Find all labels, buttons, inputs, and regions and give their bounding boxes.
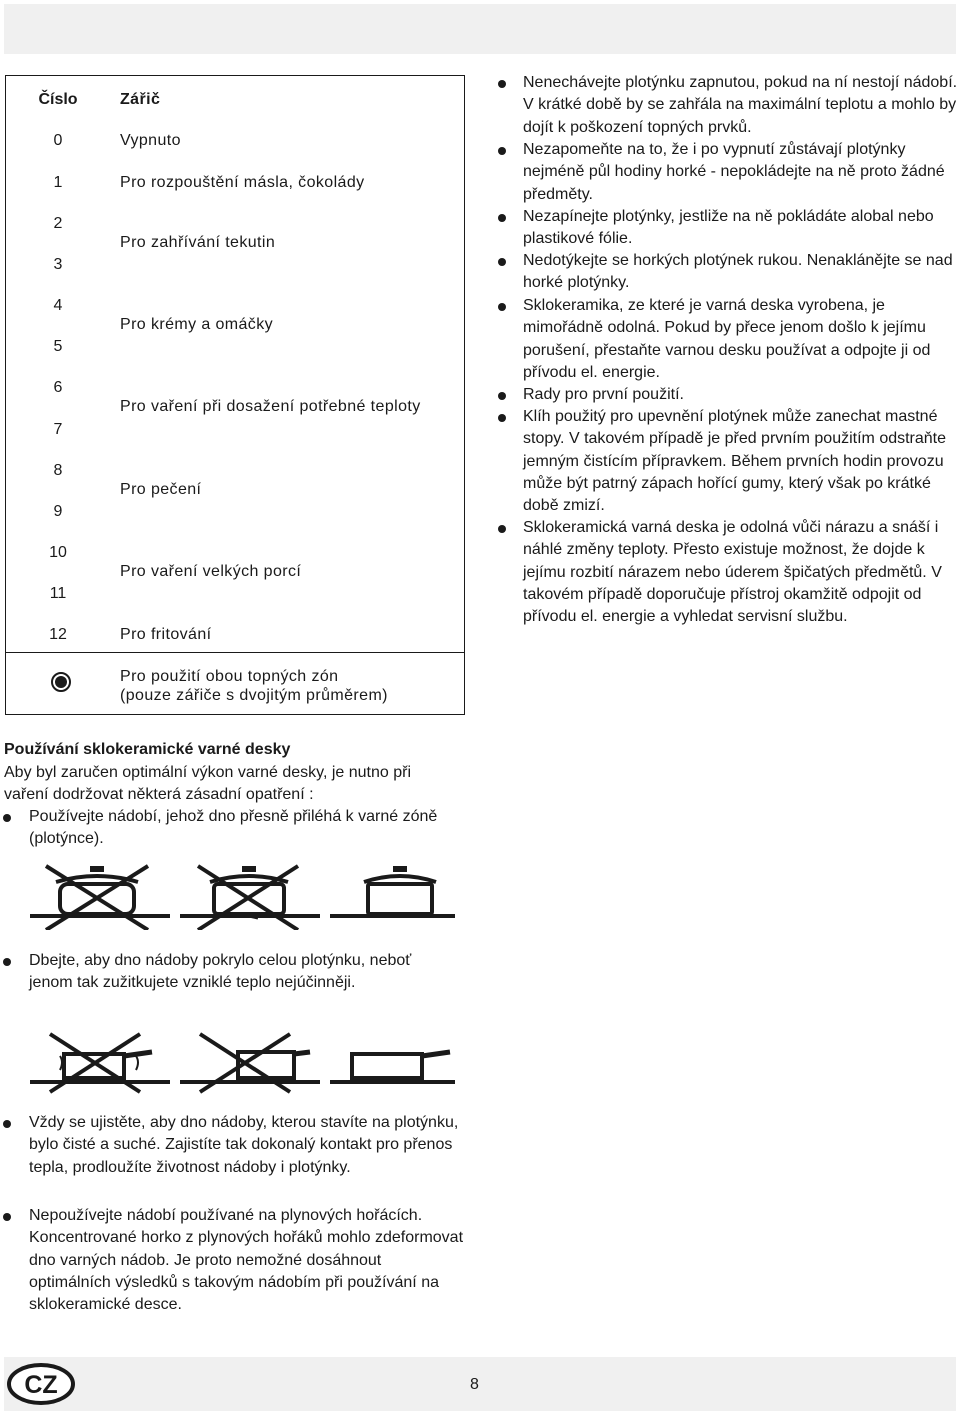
setting-number: 0	[53, 132, 63, 149]
setting-label: Pro zahřívání tekutin	[120, 234, 276, 251]
safety-bullet: Sklokeramická varná deska je odolná vůči nárazu a snáší i náhlé změny teploty. Přesto existuje možnost, že dojde k jejímu rozbití nárazem nebo úderem špičatých předmětů. V takovém případě doporučuje přístroj okamžitě odpojit od přívodu el. energie a vyhledat servisní službu.	[523, 517, 943, 628]
safety-bullet: Nezapomeňte na to, že i po vypnutí zůstávají plotýnky nejméně půl hodiny horké - nepokládejte na ně proto žádné předměty.	[523, 139, 959, 206]
setting-label: Pro rozpouštění másla, čokolády	[120, 174, 365, 191]
setting-number: 11	[49, 585, 67, 602]
setting-label: Pro fritování	[120, 626, 212, 643]
setting-number: 4	[53, 297, 63, 314]
setting-number: 8	[53, 462, 63, 479]
setting-number: 6	[53, 379, 63, 396]
usage-bullet: Vždy se ujistěte, aby dno nádoby, kterou stavíte na plotýnku, bylo čisté a suché. Zajistíte tak dokonalý kontakt pro přenos tepla, prodloužíte životnost nádoby i plotýnky.	[29, 1112, 459, 1179]
section-intro: Aby byl zaručen optimální výkon varné desky, je nutno při vaření dodržovat některá zásadní opatření :	[4, 764, 412, 804]
setting-number: 2	[53, 215, 63, 232]
pan-wrong-icon	[180, 1034, 320, 1092]
footer-band	[4, 1357, 956, 1411]
country-code: CZ	[24, 1371, 58, 1399]
table-header-label: Zářič	[120, 91, 161, 108]
table-header-number: Číslo	[38, 91, 78, 108]
safety-bullet: Nenechávejte plotýnku zapnutou, pokud na ní nestojí nádobí. V krátké době by se zahřála na maximální teplotu a mohlo by dojít k poškození topných prvků.	[523, 72, 959, 139]
safety-bullet: Rady pro první použití.	[523, 384, 959, 406]
header-band	[4, 4, 956, 54]
safety-bullet: Klíh použitý pro upevnění plotýnek může zanechat mastné stopy. V takovém případě je před prvním použitím odstraňte jemným čistícím přípravkem. Během prvních hodin provozu může být patrný zápach hořící gumy, který však po krátké době zmizí.	[523, 406, 959, 517]
pan-correct-icon	[330, 1052, 455, 1082]
safety-bullet: Nedotýkejte se horkých plotýnek rukou. Nenaklánějte se nad horké plotýnky.	[523, 250, 959, 295]
setting-number: 12	[49, 626, 67, 643]
page-number: 8	[470, 1376, 479, 1393]
country-logo	[6, 1362, 76, 1406]
setting-label: Pro pečení	[120, 481, 202, 498]
setting-label: Pro krémy a omáčky	[120, 316, 274, 333]
usage-bullet: Dbejte, aby dno nádoby pokrylo celou plotýnku, neboť jenom tak zužitkujete vzniklé teplo nejúčinněji.	[29, 950, 459, 995]
section-heading: Používání sklokeramické varné desky	[4, 741, 291, 758]
heat-setting-table	[5, 75, 465, 715]
pan-illustrations-row	[30, 1030, 455, 1095]
setting-number: 3	[53, 256, 63, 273]
safety-bullet: Sklokeramika, ze které je varná deska vyrobena, je mimořádně odolná. Pokud by přece jenom došlo k jejímu porušení, přestaňte varnou desku používat a odpojte ji od přívodu el. energie.	[523, 295, 943, 384]
dual-zone-icon	[51, 672, 71, 692]
dual-zone-note: (pouze zářiče s dvojitým průměrem)	[120, 687, 388, 704]
setting-number: 1	[53, 174, 63, 191]
setting-label: Pro vaření velkých porcí	[120, 563, 302, 580]
setting-number: 7	[53, 421, 63, 438]
table-divider	[6, 652, 464, 653]
usage-bullet: Nepoužívejte nádobí používané na plynových hořácích. Koncentrované horko z plynových hořáků mohlo zdeformovat dno varných nádob. Je proto nemožné dosáhnout optimálních výsledků s takovým nádobím při používání na sklokeramické desce.	[29, 1205, 465, 1316]
setting-number: 9	[53, 503, 63, 520]
dual-zone-label: Pro použití obou topných zón	[120, 668, 339, 685]
setting-label: Pro vaření při dosažení potřebné teploty	[120, 398, 421, 415]
setting-number: 10	[49, 544, 67, 561]
pot-wrong-icon	[180, 866, 320, 930]
pot-correct-icon	[330, 866, 455, 916]
setting-label: Vypnuto	[120, 132, 181, 149]
safety-bullet: Nezapínejte plotýnky, jestliže na ně pokládáte alobal nebo plastikové fólie.	[523, 206, 959, 251]
usage-bullet: Používejte nádobí, jehož dno přesně přiléhá k varné zóně (plotýnce).	[29, 806, 459, 851]
pot-wrong-icon	[30, 866, 170, 930]
pan-wrong-icon	[30, 1034, 170, 1092]
pot-illustrations-row	[30, 860, 455, 930]
setting-number: 5	[53, 338, 63, 355]
